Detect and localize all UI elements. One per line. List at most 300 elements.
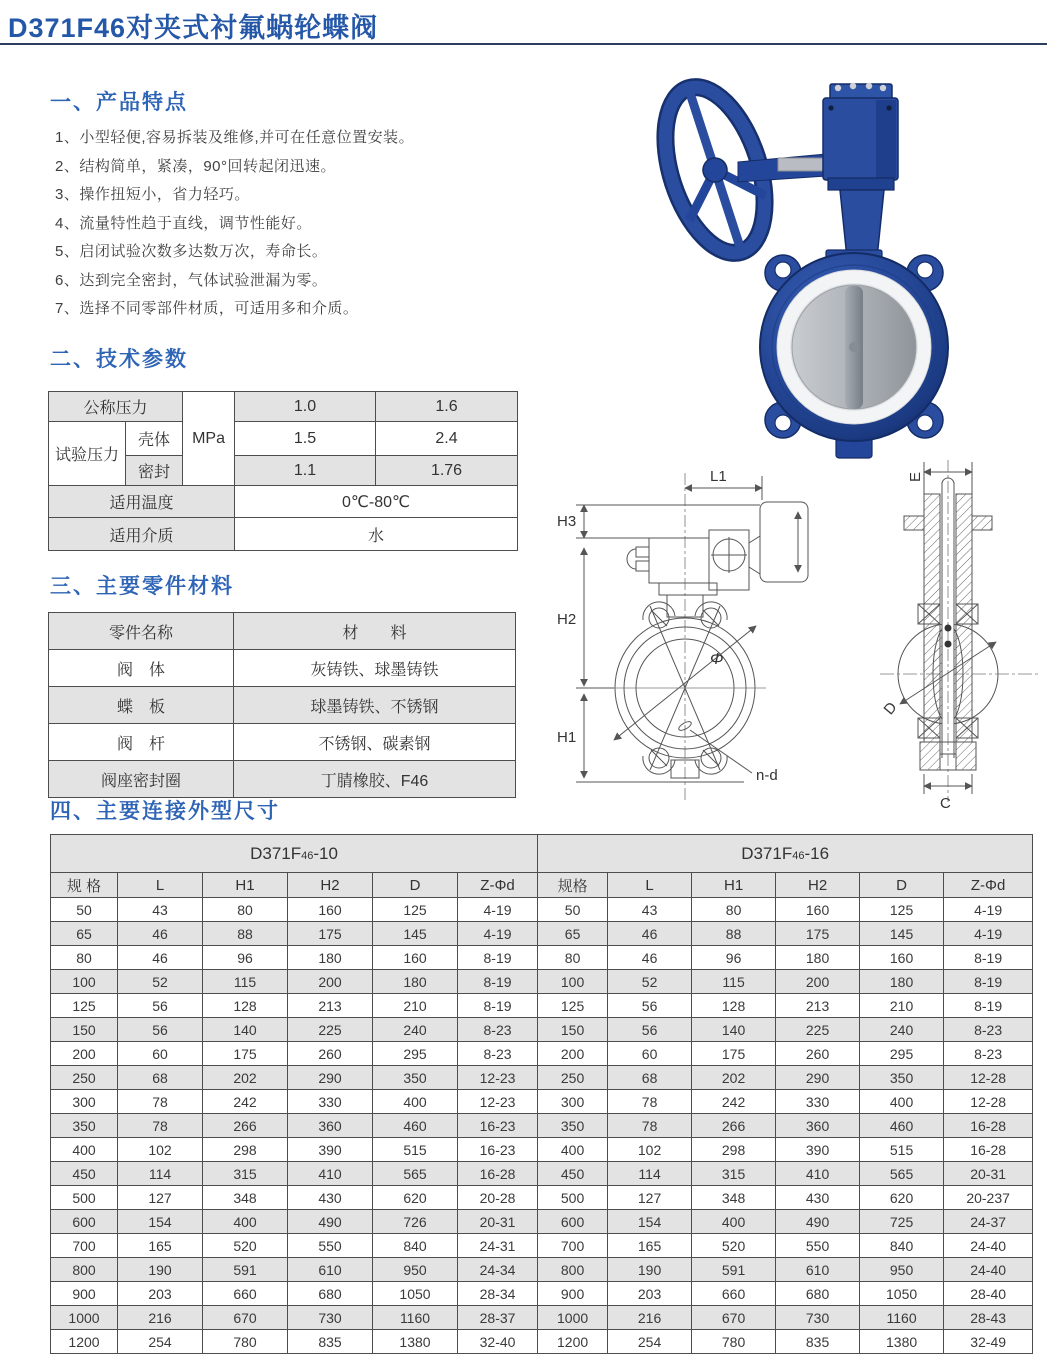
- dimension-cell: 46: [608, 922, 692, 946]
- dim-label-c: C: [940, 795, 951, 812]
- dimension-cell: 565: [373, 1162, 458, 1186]
- dimension-cell: 610: [288, 1258, 373, 1282]
- dimension-cell: 216: [118, 1306, 203, 1330]
- dimension-cell: 500: [51, 1186, 118, 1210]
- nominal-pressure-label: 公称压力: [49, 392, 183, 422]
- dimension-cell: 80: [692, 898, 776, 922]
- feature-item: 2、结构简单，紧凑，90°回转起闭迅速。: [55, 157, 337, 175]
- dimension-cell: 260: [776, 1042, 860, 1066]
- dimension-cell: 450: [51, 1162, 118, 1186]
- dimension-cell: 24-37: [944, 1210, 1033, 1234]
- dimensions-col-header: L: [118, 873, 203, 898]
- dimension-cell: 203: [608, 1282, 692, 1306]
- dimensions-table-body: [51, 898, 1033, 1354]
- material-cell: 阀座密封圈: [49, 761, 234, 798]
- dimension-cell: 8-19: [944, 994, 1033, 1018]
- dimension-cell: 32-40: [458, 1330, 538, 1354]
- dimension-cell: 1050: [373, 1282, 458, 1306]
- dimension-cell: 660: [203, 1282, 288, 1306]
- dimension-cell: 175: [776, 922, 860, 946]
- dimension-cell: 56: [608, 1018, 692, 1042]
- dimension-cell: 620: [860, 1186, 944, 1210]
- dimension-cell: 150: [51, 1018, 118, 1042]
- dimension-cell: 520: [203, 1234, 288, 1258]
- shell-label: 壳体: [126, 422, 183, 456]
- dimension-cell: 680: [776, 1282, 860, 1306]
- dimension-cell: 202: [203, 1066, 288, 1090]
- material-cell: 蝶 板: [49, 687, 234, 724]
- dimension-cell: 46: [608, 946, 692, 970]
- dimension-cell: 350: [538, 1114, 608, 1138]
- feature-item: 5、启闭试验次数多达数万次，寿命长。: [55, 243, 328, 260]
- dimension-cell: 835: [776, 1330, 860, 1354]
- dimensions-col-header: D: [373, 873, 458, 898]
- dimension-cell: 725: [860, 1210, 944, 1234]
- dimension-cell: 400: [692, 1210, 776, 1234]
- dimension-cell: 32-49: [944, 1330, 1033, 1354]
- dimension-cell: 300: [51, 1090, 118, 1114]
- page-title: D371F46对夹式衬氟蜗轮蝶阀: [8, 13, 379, 43]
- dimension-cell: 202: [692, 1066, 776, 1090]
- dimension-cell: 160: [776, 898, 860, 922]
- table-row: [49, 761, 516, 798]
- dimension-cell: 78: [608, 1090, 692, 1114]
- medium-value: 水: [235, 518, 518, 551]
- dimension-cell: 400: [860, 1090, 944, 1114]
- dimension-cell: 1380: [860, 1330, 944, 1354]
- dimension-cell: 390: [288, 1138, 373, 1162]
- table-row: [51, 1258, 1033, 1282]
- dimension-cell: 115: [203, 970, 288, 994]
- gearbox: [823, 83, 898, 190]
- dimension-cell: 950: [860, 1258, 944, 1282]
- dimensions-col-header: L: [608, 873, 692, 898]
- section-heading-tech-params: 二、技术参数: [50, 348, 188, 371]
- tech-params-table: [48, 391, 518, 551]
- dimension-cell: 840: [373, 1234, 458, 1258]
- dimension-cell: 125: [51, 994, 118, 1018]
- dimension-cell: 165: [608, 1234, 692, 1258]
- table-row: [51, 1306, 1033, 1330]
- dimension-cell: 12-28: [944, 1066, 1033, 1090]
- dimension-cell: 160: [288, 898, 373, 922]
- dimension-cell: 50: [51, 898, 118, 922]
- dimension-cell: 16-23: [458, 1138, 538, 1162]
- dimension-cell: 450: [538, 1162, 608, 1186]
- dimension-cell: 520: [692, 1234, 776, 1258]
- dimension-cell: 610: [776, 1258, 860, 1282]
- dimension-cell: 12-28: [944, 1090, 1033, 1114]
- dimension-cell: 12-23: [458, 1090, 538, 1114]
- dimension-cell: 700: [538, 1234, 608, 1258]
- dimension-cell: 295: [860, 1042, 944, 1066]
- dimension-cell: 900: [538, 1282, 608, 1306]
- shell-value-1: 1.5: [235, 422, 376, 456]
- dimension-cell: 4-19: [458, 922, 538, 946]
- dimension-cell: 78: [118, 1114, 203, 1138]
- dimension-cell: 266: [692, 1114, 776, 1138]
- section-heading-features: 一、产品特点: [50, 91, 188, 114]
- dimension-cell: 128: [203, 994, 288, 1018]
- dimension-cell: 78: [608, 1114, 692, 1138]
- dimension-cell: 8-23: [458, 1018, 538, 1042]
- dimension-cell: 410: [288, 1162, 373, 1186]
- table-row: [49, 650, 516, 687]
- nominal-value-2: 1.6: [376, 392, 518, 422]
- model-name-left: D371F46-10: [51, 835, 538, 873]
- dimension-cell: 290: [288, 1066, 373, 1090]
- dimension-cell: 348: [692, 1186, 776, 1210]
- dimension-cell: 102: [608, 1138, 692, 1162]
- dimension-cell: 225: [288, 1018, 373, 1042]
- dimension-cell: 490: [776, 1210, 860, 1234]
- materials-col-part: 零件名称: [49, 613, 234, 650]
- table-row: [51, 1210, 1033, 1234]
- dimension-cell: 200: [288, 970, 373, 994]
- dimension-cell: 600: [51, 1210, 118, 1234]
- seal-value-1: 1.1: [235, 456, 376, 486]
- dimension-cell: 145: [373, 922, 458, 946]
- dimension-cell: 213: [776, 994, 860, 1018]
- section-heading-materials: 三、主要零件材料: [50, 575, 234, 598]
- feature-item: 6、达到完全密封，气体试验泄漏为零。: [55, 271, 328, 289]
- seal-value-2: 1.76: [376, 456, 518, 486]
- dimension-cell: 175: [203, 1042, 288, 1066]
- dimension-cell: 780: [692, 1330, 776, 1354]
- dimension-cell: 140: [692, 1018, 776, 1042]
- dimension-cell: 180: [860, 970, 944, 994]
- dimension-cell: 591: [203, 1258, 288, 1282]
- dimension-cell: 700: [51, 1234, 118, 1258]
- dimension-cell: 203: [118, 1282, 203, 1306]
- dimensions-col-header: H2: [776, 873, 860, 898]
- materials-table-body: [49, 650, 516, 798]
- temperature-value: 0℃-80℃: [235, 486, 518, 518]
- material-cell: 阀 杆: [49, 724, 234, 761]
- dimension-cell: 565: [860, 1162, 944, 1186]
- dimension-cell: 8-19: [458, 970, 538, 994]
- dimension-cell: 80: [203, 898, 288, 922]
- dimension-cell: 620: [373, 1186, 458, 1210]
- dimension-cell: 24-40: [944, 1234, 1033, 1258]
- valve-photo: [630, 60, 1040, 460]
- dimension-cell: 50: [538, 898, 608, 922]
- dimension-cell: 24-31: [458, 1234, 538, 1258]
- dimension-cell: 114: [608, 1162, 692, 1186]
- dimension-cell: 160: [373, 946, 458, 970]
- dimension-cell: 28-37: [458, 1306, 538, 1330]
- materials-col-material: 材 料: [234, 613, 516, 650]
- dimension-cell: 60: [608, 1042, 692, 1066]
- table-row: [51, 970, 1033, 994]
- dimension-cell: 515: [373, 1138, 458, 1162]
- material-cell: 灰铸铁、球墨铸铁: [234, 650, 516, 687]
- dimension-cell: 315: [203, 1162, 288, 1186]
- dimension-cell: 4-19: [458, 898, 538, 922]
- dimension-cell: 165: [118, 1234, 203, 1258]
- dimension-cell: 154: [118, 1210, 203, 1234]
- table-row: [51, 1018, 1033, 1042]
- dimensions-header-row: [51, 873, 1033, 898]
- dimension-cell: 56: [118, 994, 203, 1018]
- table-row: [49, 687, 516, 724]
- dimension-cell: 125: [373, 898, 458, 922]
- dimensions-col-header: Z-Φd: [458, 873, 538, 898]
- dimension-cell: 250: [538, 1066, 608, 1090]
- dimension-cell: 290: [776, 1066, 860, 1090]
- dimension-cell: 4-19: [944, 898, 1033, 922]
- dimension-cell: 115: [692, 970, 776, 994]
- feature-item: 7、选择不同零部件材质，可适用多和介质。: [55, 300, 359, 317]
- dimension-cell: 56: [118, 1018, 203, 1042]
- dimension-cell: 1160: [860, 1306, 944, 1330]
- dimension-cell: 175: [692, 1042, 776, 1066]
- dimension-cell: 460: [373, 1114, 458, 1138]
- dimension-cell: 515: [860, 1138, 944, 1162]
- dimension-cell: 250: [51, 1066, 118, 1090]
- dimension-cell: 160: [860, 946, 944, 970]
- dimension-cell: 726: [373, 1210, 458, 1234]
- dimension-cell: 100: [538, 970, 608, 994]
- dimension-cell: 780: [203, 1330, 288, 1354]
- dimension-cell: 1200: [538, 1330, 608, 1354]
- dimensions-col-header: Z-Φd: [944, 873, 1033, 898]
- dimension-cell: 68: [118, 1066, 203, 1090]
- material-cell: 不锈钢、碳素钢: [234, 724, 516, 761]
- dimension-cell: 600: [538, 1210, 608, 1234]
- temperature-label: 适用温度: [49, 486, 235, 518]
- valve-neck: [840, 190, 884, 258]
- features-list: [55, 124, 515, 324]
- dimension-cell: 46: [118, 946, 203, 970]
- dim-label-l1: L1: [710, 468, 727, 485]
- dimension-cell: 1000: [51, 1306, 118, 1330]
- dimension-cell: 12-23: [458, 1066, 538, 1090]
- dimension-cell: 125: [860, 898, 944, 922]
- dimension-cell: 16-28: [944, 1138, 1033, 1162]
- dimension-cell: 210: [860, 994, 944, 1018]
- dimension-cell: 20-28: [458, 1186, 538, 1210]
- dimension-cell: 730: [288, 1306, 373, 1330]
- dim-label-h2: H2: [557, 611, 577, 628]
- dimension-cell: 200: [538, 1042, 608, 1066]
- dimension-cell: 800: [51, 1258, 118, 1282]
- dimension-cell: 8-19: [944, 970, 1033, 994]
- dimension-cell: 240: [373, 1018, 458, 1042]
- dimension-cell: 65: [538, 922, 608, 946]
- dimension-cell: 360: [288, 1114, 373, 1138]
- dimension-cell: 400: [373, 1090, 458, 1114]
- dimension-cell: 200: [51, 1042, 118, 1066]
- front-view-drawing: [552, 448, 884, 808]
- feature-item: 4、流量特性趋于直线，调节性能好。: [55, 214, 312, 232]
- dimension-cell: 1380: [373, 1330, 458, 1354]
- dimension-cell: 100: [51, 970, 118, 994]
- table-row: [51, 994, 1033, 1018]
- dimension-cell: 180: [373, 970, 458, 994]
- dimension-cell: 260: [288, 1042, 373, 1066]
- dimension-cell: 127: [608, 1186, 692, 1210]
- dimension-cell: 24-34: [458, 1258, 538, 1282]
- dimension-cell: 1000: [538, 1306, 608, 1330]
- model-name-right: D371F46-16: [538, 835, 1033, 873]
- dimension-cell: 350: [51, 1114, 118, 1138]
- dimension-cell: 400: [203, 1210, 288, 1234]
- table-row: [51, 1282, 1033, 1306]
- feature-item: 3、操作扭短小，省力轻巧。: [55, 186, 250, 203]
- dimension-cell: 88: [692, 922, 776, 946]
- dimension-cell: 670: [692, 1306, 776, 1330]
- medium-label: 适用介质: [49, 518, 235, 551]
- dimensions-col-header: 规 格: [51, 873, 118, 898]
- dimension-cell: 60: [118, 1042, 203, 1066]
- table-row: [51, 1330, 1033, 1354]
- dimension-cell: 410: [776, 1162, 860, 1186]
- title-divider: [0, 43, 1047, 45]
- dimension-cell: 43: [118, 898, 203, 922]
- material-cell: 球墨铸铁、不锈钢: [234, 687, 516, 724]
- dimension-cell: 8-23: [944, 1018, 1033, 1042]
- dimension-cell: 20-237: [944, 1186, 1033, 1210]
- dimension-cell: 125: [538, 994, 608, 1018]
- dim-label-nd: n-d: [756, 767, 778, 784]
- nominal-value-1: 1.0: [235, 392, 376, 422]
- dimension-cell: 4-19: [944, 922, 1033, 946]
- dimension-cell: 800: [538, 1258, 608, 1282]
- material-cell: 丁腈橡胶、F46: [234, 761, 516, 798]
- dimension-cell: 550: [288, 1234, 373, 1258]
- dimension-cell: 210: [373, 994, 458, 1018]
- table-row: [51, 898, 1033, 922]
- dimension-cell: 660: [692, 1282, 776, 1306]
- dimension-cell: 154: [608, 1210, 692, 1234]
- dimension-cell: 88: [203, 922, 288, 946]
- dimension-cell: 840: [860, 1234, 944, 1258]
- dimension-cell: 80: [51, 946, 118, 970]
- seal-label: 密封: [126, 456, 183, 486]
- table-row: [51, 1042, 1033, 1066]
- dimension-cell: 591: [692, 1258, 776, 1282]
- dimension-cell: 8-19: [458, 946, 538, 970]
- dimension-cell: 225: [776, 1018, 860, 1042]
- dimension-cell: 835: [288, 1330, 373, 1354]
- dimension-cell: 900: [51, 1282, 118, 1306]
- section-view-drawing: [872, 452, 1044, 812]
- dimension-cell: 128: [692, 994, 776, 1018]
- dimension-cell: 28-40: [944, 1282, 1033, 1306]
- dimension-cell: 1050: [860, 1282, 944, 1306]
- dimension-cell: 400: [51, 1138, 118, 1162]
- dimension-cell: 670: [203, 1306, 288, 1330]
- dimension-cell: 216: [608, 1306, 692, 1330]
- dimension-cell: 56: [608, 994, 692, 1018]
- dimension-cell: 8-23: [458, 1042, 538, 1066]
- dimension-cell: 16-23: [458, 1114, 538, 1138]
- dimension-cell: 242: [692, 1090, 776, 1114]
- valve-body: [760, 253, 948, 441]
- dimension-cell: 78: [118, 1090, 203, 1114]
- dimension-cell: 460: [860, 1114, 944, 1138]
- dimension-cell: 390: [776, 1138, 860, 1162]
- table-row: [51, 1138, 1033, 1162]
- table-row: [51, 1066, 1033, 1090]
- dimension-cell: 175: [288, 922, 373, 946]
- table-row: [51, 946, 1033, 970]
- dimension-cell: 180: [776, 946, 860, 970]
- dimensions-col-header: 规格: [538, 873, 608, 898]
- dimension-cell: 295: [373, 1042, 458, 1066]
- dimension-cell: 190: [608, 1258, 692, 1282]
- dimension-cell: 28-43: [944, 1306, 1033, 1330]
- dimension-cell: 96: [692, 946, 776, 970]
- dimension-cell: 242: [203, 1090, 288, 1114]
- dimension-cell: 266: [203, 1114, 288, 1138]
- dimension-cell: 490: [288, 1210, 373, 1234]
- dimensions-col-header: H1: [203, 873, 288, 898]
- dim-label-d: D: [880, 698, 901, 719]
- dimension-cell: 190: [118, 1258, 203, 1282]
- pressure-unit: MPa: [183, 392, 235, 486]
- dimension-cell: 430: [776, 1186, 860, 1210]
- dimension-cell: 213: [288, 994, 373, 1018]
- dimension-cell: 680: [288, 1282, 373, 1306]
- dimension-cell: 350: [860, 1066, 944, 1090]
- table-row: [51, 1114, 1033, 1138]
- dimension-cell: 16-28: [944, 1114, 1033, 1138]
- dim-label-h3: H3: [557, 513, 577, 530]
- dimension-cell: 180: [288, 946, 373, 970]
- dimension-cell: 550: [776, 1234, 860, 1258]
- material-cell: 阀 体: [49, 650, 234, 687]
- dim-label-e: E: [907, 471, 924, 482]
- table-row: [51, 1186, 1033, 1210]
- dimension-cell: 330: [776, 1090, 860, 1114]
- dimension-cell: 298: [203, 1138, 288, 1162]
- dimension-cell: 24-40: [944, 1258, 1033, 1282]
- dimensions-col-header: H1: [692, 873, 776, 898]
- table-row: [51, 1090, 1033, 1114]
- dimension-cell: 52: [118, 970, 203, 994]
- dimension-cell: 145: [860, 922, 944, 946]
- shell-value-2: 2.4: [376, 422, 518, 456]
- table-row: [51, 1234, 1033, 1258]
- dimension-cell: 8-19: [458, 994, 538, 1018]
- test-pressure-label: 试验压力: [49, 422, 126, 486]
- dimension-cell: 298: [692, 1138, 776, 1162]
- dimension-cell: 200: [776, 970, 860, 994]
- dimensions-table: [50, 834, 1033, 1354]
- dim-label-h1: H1: [557, 729, 577, 746]
- dimension-cell: 348: [203, 1186, 288, 1210]
- dimension-cell: 52: [608, 970, 692, 994]
- dimension-cell: 150: [538, 1018, 608, 1042]
- dimension-cell: 140: [203, 1018, 288, 1042]
- dimension-cell: 950: [373, 1258, 458, 1282]
- dimension-cell: 68: [608, 1066, 692, 1090]
- dimension-cell: 127: [118, 1186, 203, 1210]
- dimension-cell: 114: [118, 1162, 203, 1186]
- dimension-cell: 330: [288, 1090, 373, 1114]
- dimension-cell: 430: [288, 1186, 373, 1210]
- dimension-cell: 20-31: [944, 1162, 1033, 1186]
- dimension-cell: 8-19: [944, 946, 1033, 970]
- dimension-cell: 315: [692, 1162, 776, 1186]
- dimension-cell: 1200: [51, 1330, 118, 1354]
- dimensions-col-header: D: [860, 873, 944, 898]
- table-row: [49, 724, 516, 761]
- section-heading-dimensions: 四、主要连接外型尺寸: [50, 800, 280, 823]
- dimension-cell: 16-28: [458, 1162, 538, 1186]
